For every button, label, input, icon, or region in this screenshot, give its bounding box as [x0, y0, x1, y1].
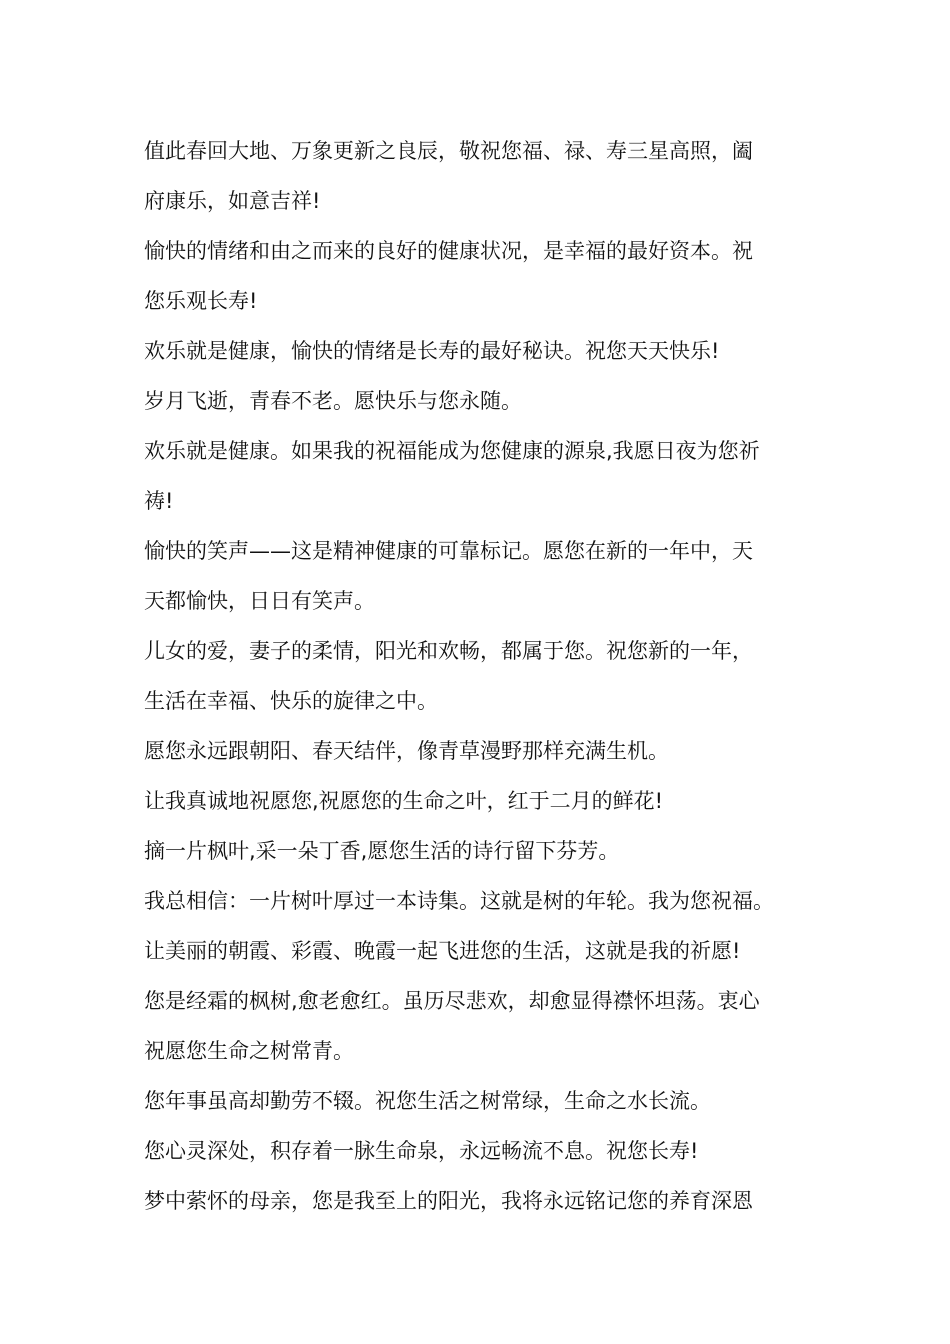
text-line: 值此春回大地、万象更新之良辰，敬祝您福、禄、寿三星高照，阖 — [144, 139, 753, 163]
text-line: 梦中萦怀的母亲，您是我至上的阳光，我将永远铭记您的养育深恩 — [144, 1189, 753, 1213]
text-line: 儿女的爱，妻子的柔情，阳光和欢畅，都属于您。祝您新的一年， — [144, 639, 753, 663]
text-line: 祝愿您生命之树常青。 — [144, 1039, 354, 1063]
text-line: 天都愉快，日日有笑声。 — [144, 589, 375, 613]
text-line: 愉快的笑声——这是精神健康的可靠标记。愿您在新的一年中，天 — [144, 539, 753, 563]
text-line: 愿您永远跟朝阳、春天结伴，像青草漫野那样充满生机。 — [144, 739, 669, 763]
text-line: 府康乐，如意吉祥! — [144, 189, 321, 213]
text-line: 欢乐就是健康。如果我的祝福能成为您健康的源泉,我愿日夜为您祈 — [144, 439, 760, 463]
text-line: 我总相信：一片树叶厚过一本诗集。这就是树的年轮。我为您祝福。 — [144, 889, 774, 913]
text-line: 生活在幸福、快乐的旋律之中。 — [144, 689, 438, 713]
text-line: 岁月飞逝，青春不老。愿快乐与您永随。 — [144, 389, 522, 413]
text-line: 您是经霜的枫树,愈老愈红。虽历尽悲欢，却愈显得襟怀坦荡。衷心 — [144, 989, 760, 1013]
text-line: 您年事虽高却勤劳不辍。祝您生活之树常绿，生命之水长流。 — [144, 1089, 711, 1113]
text-line: 让美丽的朝霞、彩霞、晚霞一起飞进您的生活，这就是我的祈愿! — [144, 939, 741, 963]
text-line: 您心灵深处，积存着一脉生命泉，永远畅流不息。祝您长寿! — [144, 1139, 699, 1163]
text-line: 欢乐就是健康，愉快的情绪是长寿的最好秘诀。祝您天天快乐! — [144, 339, 720, 363]
text-line: 祷! — [144, 489, 174, 513]
text-line: 愉快的情绪和由之而来的良好的健康状况，是幸福的最好资本。祝 — [144, 239, 753, 263]
document-body — [144, 126, 808, 1226]
text-line: 您乐观长寿! — [144, 289, 258, 313]
text-line: 让我真诚地祝愿您,祝愿您的生命之叶，红于二月的鲜花! — [144, 789, 664, 813]
text-line: 摘一片枫叶,采一朵丁香,愿您生活的诗行留下芬芳。 — [144, 839, 620, 863]
